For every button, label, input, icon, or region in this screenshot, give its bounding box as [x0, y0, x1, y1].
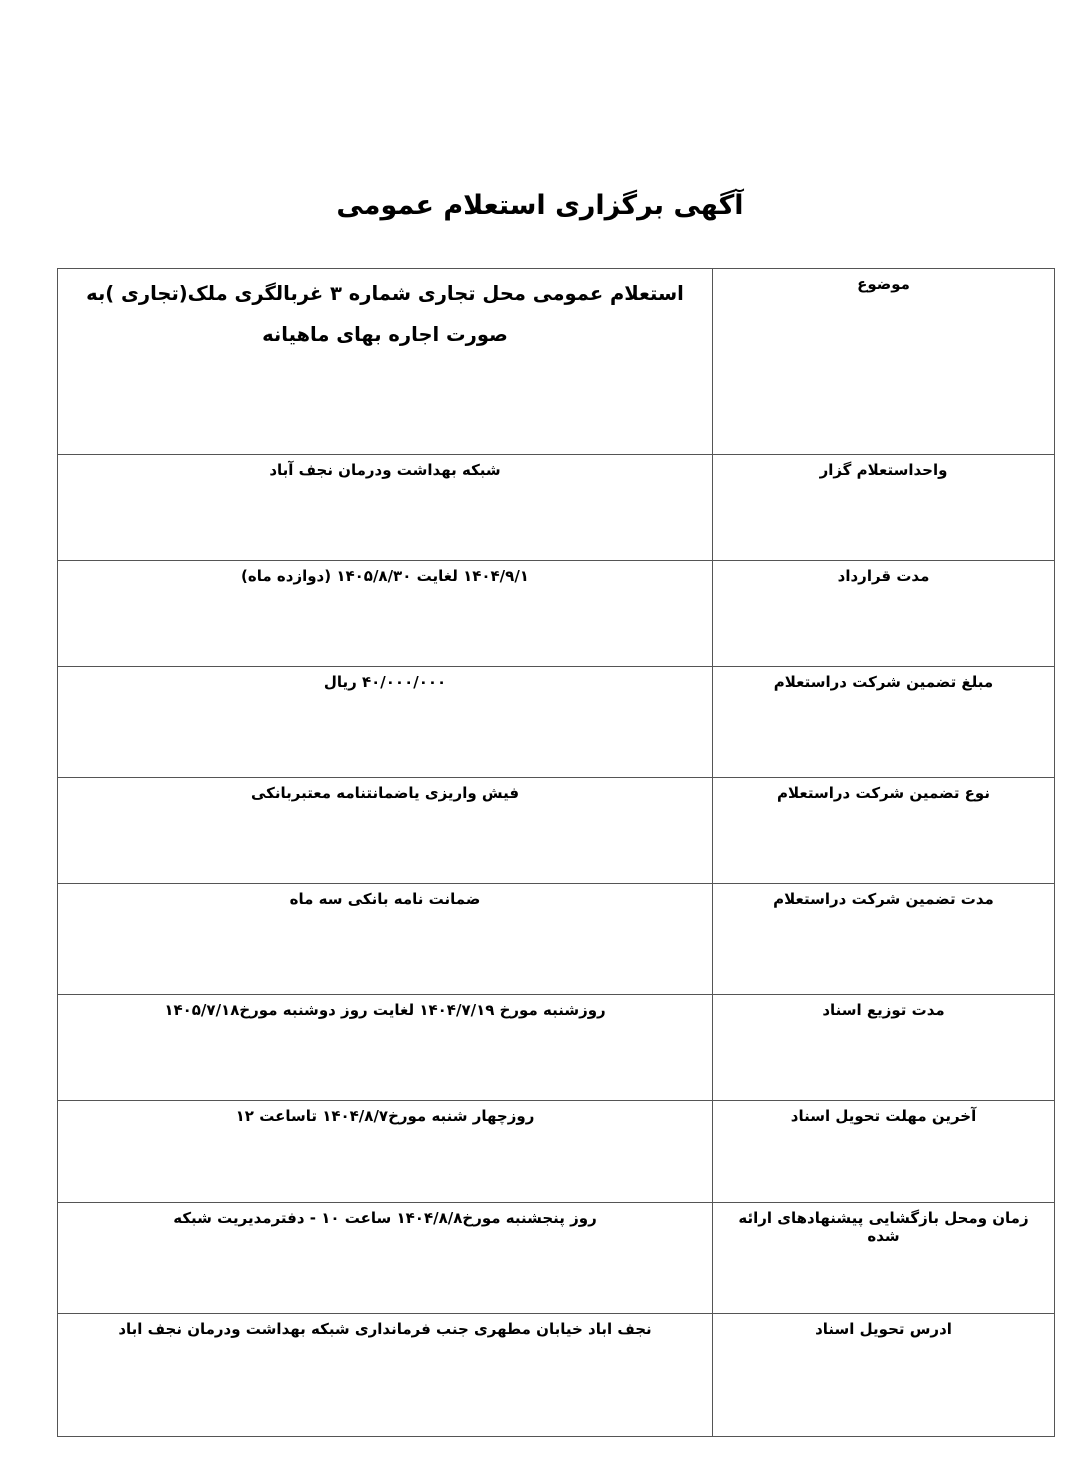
table-row-submission-deadline: [58, 1101, 1055, 1203]
row-label: [713, 1101, 1055, 1203]
notice-details-table: [57, 268, 1055, 1437]
document-title: آگهی برگزاری استعلام عمومی: [336, 190, 744, 221]
row-label-text: مبلغ تضمین شرکت دراستعلام: [773, 673, 994, 691]
row-value-text: روزشنبه مورخ ۱۴۰۴/۷/۱۹ لغایت روز دوشنبه مورخ۱۴۰۵/۷/۱۸: [164, 1001, 606, 1019]
row-label-text: آخرین مهلت تحویل اسناد: [790, 1107, 977, 1125]
row-value-text: روزچهار شنبه مورخ۱۴۰۴/۸/۷ تاساعت ۱۲: [235, 1107, 535, 1125]
row-value-text: استعلام عمومی محل تجاری شماره ۳ غربالگری ملک(تجاری )به صورت اجاره بهای ماهیانه: [86, 282, 684, 346]
row-value: [58, 778, 713, 884]
row-value: [58, 884, 713, 995]
row-value: [58, 455, 713, 561]
table-row-organizer: [58, 455, 1055, 561]
row-label-text: موضوع: [857, 275, 910, 293]
row-label: [713, 667, 1055, 778]
table-row-delivery-address: [58, 1314, 1055, 1437]
row-value-text: نجف اباد خیابان مطهری جنب فرمانداری شبکه بهداشت ودرمان نجف اباد: [118, 1320, 652, 1338]
table-row-guarantee-amount: [58, 667, 1055, 778]
row-label: [713, 269, 1055, 455]
row-label: [713, 884, 1055, 995]
row-value: [58, 269, 713, 455]
row-label: [713, 1314, 1055, 1437]
table-row-document-distribution: [58, 995, 1055, 1101]
row-label-text: مدت تضمین شرکت دراستعلام: [773, 890, 994, 908]
row-value: [58, 1203, 713, 1314]
row-value-text: شبکه بهداشت ودرمان نجف آباد: [269, 461, 501, 479]
table-row-guarantee-type: [58, 778, 1055, 884]
row-label: [713, 561, 1055, 667]
row-label: [713, 455, 1055, 561]
table-row-subject: [58, 269, 1055, 455]
row-label-text: ادرس تحویل اسناد: [815, 1320, 952, 1338]
row-label-text: نوع تضمین شرکت دراستعلام: [777, 784, 990, 802]
table-row-contract-duration: [58, 561, 1055, 667]
row-label-text: مدت توزیع اسناد: [822, 1001, 945, 1019]
row-value-text: روز پنجشنبه مورخ۱۴۰۴/۸/۸ ساعت ۱۰ - دفترمدیریت شبکه: [173, 1209, 597, 1227]
row-value: [58, 995, 713, 1101]
row-label-text: زمان ومحل بازگشایی پیشنهادهای ارائه شده: [738, 1209, 1029, 1245]
row-label: [713, 778, 1055, 884]
row-label: [713, 995, 1055, 1101]
table-row-guarantee-duration: [58, 884, 1055, 995]
row-value-text: ضمانت نامه بانکی سه ماه: [289, 890, 481, 908]
row-value-text: ۱۴۰۴/۹/۱ لغایت ۱۴۰۵/۸/۳۰ (دوازده ماه): [241, 567, 529, 585]
row-label-text: واحداستعلام گزار: [819, 461, 948, 479]
row-label: [713, 1203, 1055, 1314]
table-row-opening-time-place: [58, 1203, 1055, 1314]
row-value: [58, 1314, 713, 1437]
row-value-text: فیش واریزی یاضمانتنامه معتبربانکی: [250, 784, 520, 802]
row-label-text: مدت قرارداد: [837, 567, 930, 585]
row-value: [58, 1101, 713, 1203]
row-value-text: ۴۰/۰۰۰/۰۰۰ ریال: [323, 673, 447, 691]
row-value: [58, 561, 713, 667]
row-value: [58, 667, 713, 778]
